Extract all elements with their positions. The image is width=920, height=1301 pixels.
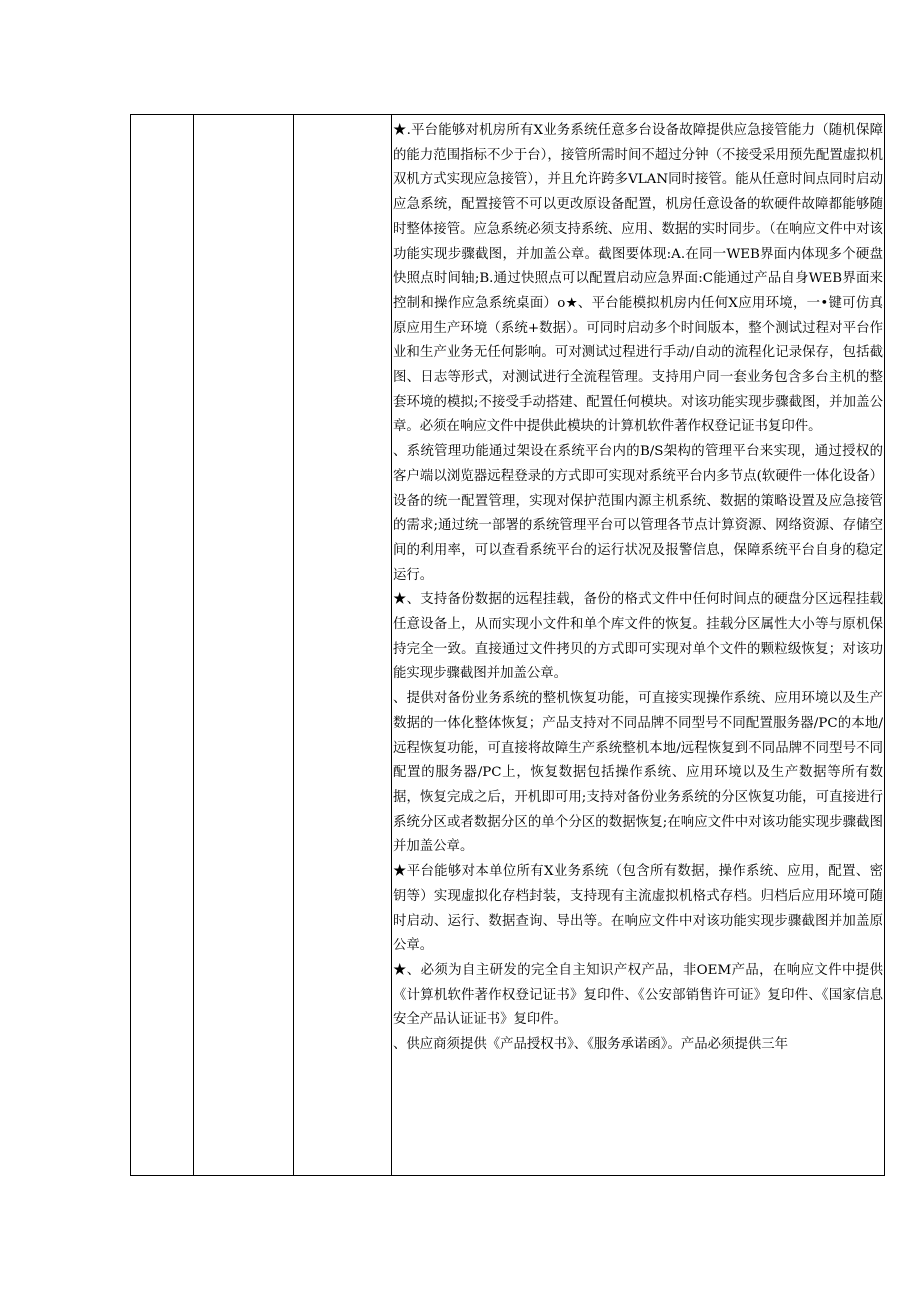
requirements-table: [130, 114, 885, 1176]
requirements-cell: [393, 119, 883, 1058]
column-divider: [193, 115, 194, 1175]
column-divider: [293, 115, 294, 1175]
paragraph-authorization: 、供应商须提供《产品授权书》、《服务承诺函》。产品必须提供三年: [393, 1037, 789, 1053]
paragraph-ip-certificates: ★、必须为自主研发的完全自主知识产权产品，非OEM产品，在响应文件中提供《计算机软件著作权登记证书》复印件、《公安部销售许可证》复印件、《国家信息安全产品认证证书》复印件。: [393, 962, 883, 1028]
column-divider: [391, 115, 392, 1175]
paragraph-remote-mount: ★、支持备份数据的远程挂载，备份的格式文件中任何时间点的硬盘分区远程挂载任意设备上，从而实现小文件和单个库文件的恢复。挂载分区属性大小等与原机保持完全一致。直接通过文件拷贝的方式即可实现对单个文件的颗粒级恢复；对该功能实现步骤截图并加盖公章。: [393, 592, 883, 682]
paragraph-system-management: 、系统管理功能通过架设在系统平台内的B/S架构的管理平台来实现，通过授权的客户端以浏览器远程登录的方式即可实现对系统平台内多节点(软硬件一体化设备）设备的统一配置管理，实现对保护范围内源主机系统、数据的策略设置及应急接管的需求;通过统一部署的系统管理平台可以管理各节点计算资源、网络资源、存储空间的利用率，可以查看系统平台的运行状况及报警信息，保障系统平台自身的稳定运行。: [393, 444, 883, 583]
paragraph-virtual-archive: ★平台能够对本单位所有X业务系统（包含所有数据，操作系统、应用，配置、密钥等）实现虚拟化存档封装，支持现有主流虚拟机格式存档。归档后应用环境可随时启动、运行、数据查询、导出等。在响应文件中对该功能实现步骤截图并加盖原公章。: [393, 864, 883, 954]
paragraph-full-recovery: 、提供对备份业务系统的整机恢复功能，可直接实现操作系统、应用环境以及生产数据的一体化整体恢复；产品支持对不同品牌不同型号不同配置服务器/PC的本地/远程恢复功能，可直接将故障生产系统整机本地/远程恢复到不同品牌不同型号不同配置的服务器/PC上，恢复数据包括操作系统、应用环境以及生产数据等所有数据，恢复完成之后，开机即可用;支持对备份业务系统的分区恢复功能，可直接进行系统分区或者数据分区的单个分区的数据恢复;在响应文件中对该功能实现步骤截图并加盖公章。: [393, 691, 883, 855]
paragraph-emergency-takeover: ★.平台能够对机房所有X业务系统任意多台设备故障提供应急接管能力（随机保障的能力范围指标不少于台），接管所需时间不超过分钟（不接受采用预先配置虚拟机双机方式实现应急接管），并且允许跨多VLAN同时接管。能从任意时间点同时启动应急系统，配置接管不可以更改原设备配置，机房任意设备的软硬件故障都能够随时整体接管。应急系统必须支持系统、应用、数据的实时同步。（在响应文件中对该功能实现步骤截图，并加盖公章。截图要体现:A.在同一WEB界面内体现多个硬盘快照点时间轴;B.通过快照点可以配置启动应急界面:C能通过产品自身WEB界面来控制和操作应急系统桌面）o★、平台能模拟机房内任何X应用环境，一•键可仿真原应用生产环境（系统+数据）。可同时启动多个时间版本，整个测试过程对平台作业和生产业务无任何影响。可对测试过程进行手动/自动的流程化记录保存，包括截图、日志等形式，对测试进行全流程管理。支持用户同一套业务包含多台主机的整套环境的模拟;不接受手动搭建、配置任何模块。对该功能实现步骤截图，并加盖公章。必须在响应文件中提供此模块的计算机软件著作权登记证书复印件。: [393, 123, 883, 435]
